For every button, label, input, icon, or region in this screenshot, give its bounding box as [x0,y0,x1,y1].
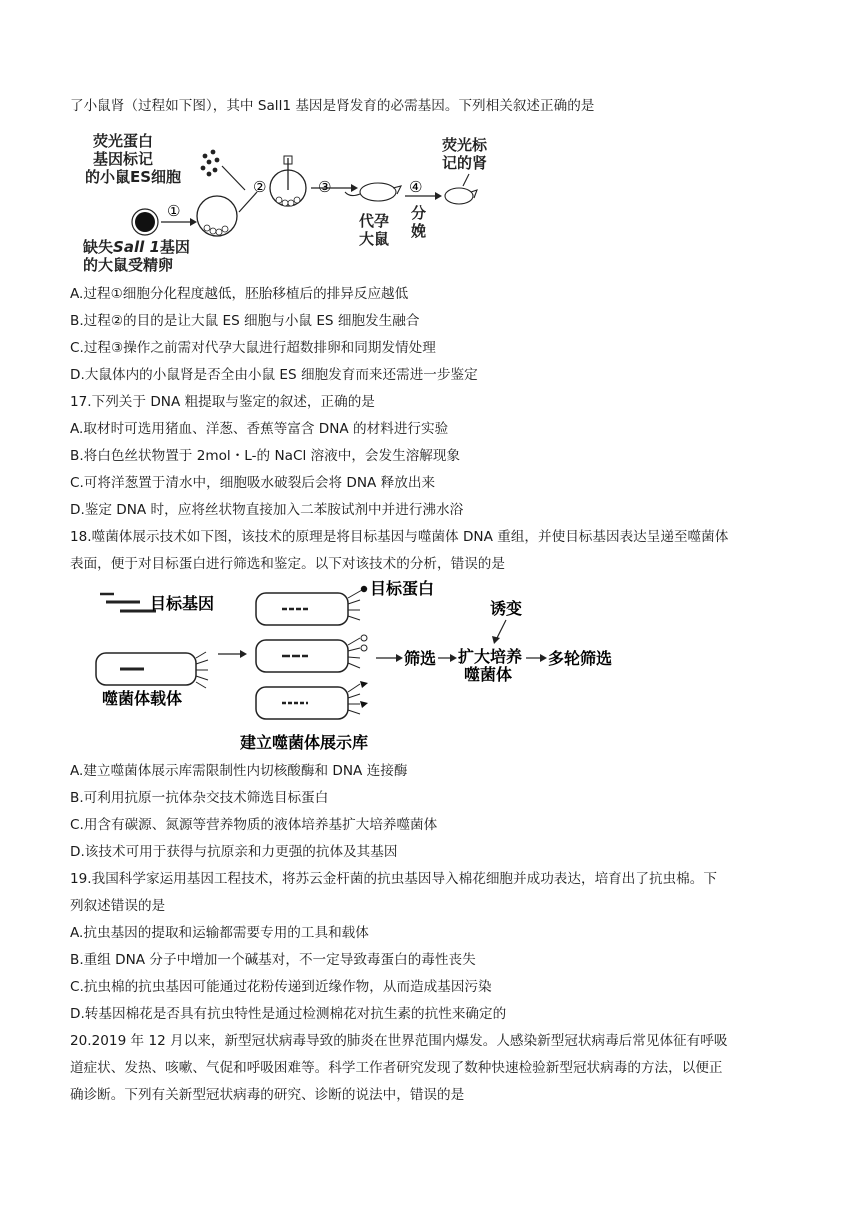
fig2-amplify-2: 噬菌体 [464,665,513,684]
fig2-screen: 筛选 [404,649,437,668]
q17-stem: 17.下列关于 DNA 粗提取与鉴定的叙述，正确的是 [70,394,375,410]
fig1-egg-suffix: 基因 [159,238,190,256]
q19-stem-line-2: 列叙述错误的是 [70,898,166,914]
fig1-kidney-2: 记的肾 [442,154,488,172]
fig1-step3: ③ [318,178,332,196]
figure-es-cell-process [75,128,495,278]
q18-stem-line-1: 18.噬菌体展示技术如下图，该技术的原理是将目标基因与噬菌体 DNA 重组，并使目标基因表达呈递至噬菌体 [70,529,729,545]
q17-option-c: C.可将洋葱置于清水中，细胞吸水破裂后会将 DNA 释放出来 [70,475,436,491]
q17-option-d: D.鉴定 DNA 时，应将丝状物直接加入二苯胺试剂中并进行沸水浴 [70,502,464,518]
phage-vector-icon [96,653,196,685]
fig1-egg-prefix: 缺失 [83,238,114,256]
fig2-library-label: 建立噬菌体展示库 [240,733,369,752]
q18-option-a: A.建立噬菌体展示库需限制性内切核酸酶和 DNA 连接酶 [70,763,408,779]
q19-stem-line-1: 19.我国科学家运用基因工程技术，将苏云金杆菌的抗虫基因导入棉花细胞并成功表达，培育出了抗虫棉。下 [70,871,717,887]
svg-text:缺失Sall 1基因 [83,238,190,256]
fig2-multi-round: 多轮筛选 [548,649,613,668]
fig1-egg-line2: 的大鼠受精卵 [83,256,174,274]
fig1-label-es-3: 的小鼠ES细胞 [85,168,182,186]
phage-library [256,593,348,719]
q20-stem-line-3: 确诊断。下列有关新型冠状病毒的研究、诊断的说法中，错误的是 [70,1087,465,1103]
fig2-amplify-1: 扩大培养 [458,647,523,666]
fig1-birth-1: 分 [411,204,427,222]
fig2-target-gene: 目标基因 [150,594,215,613]
q16-option-a: A.过程①细胞分化程度越低，胚胎移植后的排异反应越低 [70,286,409,302]
q19-option-a: A.抗虫基因的提取和运输都需要专用的工具和载体 [70,925,369,941]
q18-option-d: D.该技术可用于获得与抗原亲和力更强的抗体及其基因 [70,844,398,860]
fig1-step4: ④ [409,178,423,196]
q18-stem-line-2: 表面，便于对目标蛋白进行筛选和鉴定。以下对该技术的分析，错误的是 [70,556,505,572]
target-protein-marker [361,586,367,592]
q16-option-b: B.过程②的目的是让大鼠 ES 细胞与小鼠 ES 细胞发生融合 [70,313,420,329]
q20-stem-line-2: 道症状、发热、咳嗽、气促和呼吸困难等。科学工作者研究发现了数种快速检验新型冠状病毒的方法，以便正 [70,1060,723,1076]
q20-stem-line-1: 20.2019 年 12 月以来，新型冠状病毒导致的肺炎在世界范围内爆发。人感染新型冠状病毒后常见体征有呼吸 [70,1033,728,1049]
q17-option-a: A.取材时可选用猪血、洋葱、香蕉等富含 DNA 的材料进行实验 [70,421,449,437]
fertilized-egg-icon [135,212,155,232]
figure-phage-display [92,580,632,755]
fig1-kidney-1: 荧光标 [442,136,488,154]
q19-option-b: B.重组 DNA 分子中增加一个碱基对，不一定导致毒蛋白的毒性丧失 [70,952,476,968]
q16-option-d: D.大鼠体内的小鼠肾是否全由小鼠 ES 细胞发育而来还需进一步鉴定 [70,367,478,383]
fig2-vector-label: 噬菌体载体 [102,689,183,708]
fig2-mutagenesis: 诱变 [490,599,523,618]
fig1-label-es-2: 基因标记 [93,150,154,168]
fig1-label-es-1: 荧光蛋白 [93,132,154,150]
mouse-pup-icon [445,174,477,204]
fig1-egg-gene: Sall 1 [113,238,160,256]
fig1-surrogate-2: 大鼠 [359,230,390,248]
q16-option-c: C.过程③操作之前需对代孕大鼠进行超数排卵和同期发情处理 [70,340,436,356]
q19-option-c: C.抗虫棉的抗虫基因可能通过花粉传递到近缘作物，从而造成基因污染 [70,979,492,995]
es-cells-dots [201,150,220,177]
fig2-target-protein: 目标蛋白 [370,580,435,598]
q17-option-b: B.将白色丝状物置于 2mol・L-的 NaCl 溶液中，会发生溶解现象 [70,448,461,464]
q19-option-d: D.转基因棉花是否具有抗虫特性是通过检测棉花对抗生素的抗性来确定的 [70,1006,507,1022]
intro-line: 了小鼠肾（过程如下图），其中 Sall1 基因是肾发育的必需基因。下列相关叙述正确的是 [70,98,595,114]
q18-option-c: C.用含有碳源、氮源等营养物质的液体培养基扩大培养噬菌体 [70,817,438,833]
fig1-step2: ② [253,178,267,196]
q18-option-b: B.可利用抗原一抗体杂交技术筛选目标蛋白 [70,790,329,806]
fig1-birth-2: 娩 [411,222,427,240]
fig1-surrogate-1: 代孕 [359,212,390,230]
fig1-step1: ① [167,202,181,220]
